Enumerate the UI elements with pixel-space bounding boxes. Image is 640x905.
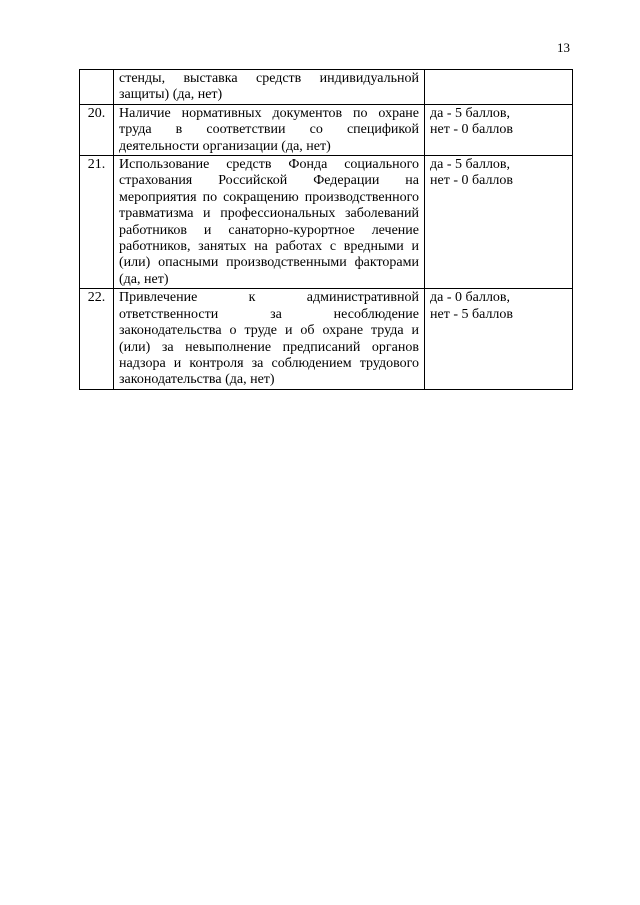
score-cell: [425, 104, 573, 155]
score-yes-text: да - 0 баллов,: [430, 290, 511, 306]
score-yes-text: да - 5 баллов,: [430, 105, 511, 121]
page-number: 13: [557, 40, 570, 55]
score-cell: [425, 289, 573, 389]
table-row: [80, 156, 573, 289]
row-number-cell: [80, 70, 114, 105]
criterion-text-cell: Привлечение к административной ответственности за несоблюдение законодательства о труде и об охране труда и (или) за невыполнение предписаний органов надзора и контроля за соблюдением трудового законодательства (да, нет): [114, 289, 425, 389]
row-number-cell: 21.: [80, 156, 114, 289]
score-no-text: нет - 0 баллов: [430, 173, 514, 189]
score-yes-text: да - 5 баллов,: [430, 157, 511, 173]
criterion-text-cell: стенды, выставка средств индивидуальной защиты) (да, нет): [114, 70, 425, 105]
criteria-table: [79, 69, 573, 390]
score-no-text: нет - 5 баллов: [430, 306, 514, 322]
score-cell: [425, 70, 573, 105]
row-number-cell: 20.: [80, 104, 114, 155]
table-row: [80, 70, 573, 105]
score-cell: [425, 156, 573, 289]
criterion-text-cell: Использование средств Фонда социального страхования Российской Федерации на мероприятия по сокращению производственного травматизма и профессиональных заболеваний работников и санаторно-курортное лечение работников, занятых на работах с вредными и (или) опасными производственными факторами (да, нет): [114, 156, 425, 289]
row-number-cell: 22.: [80, 289, 114, 389]
table-row: [80, 104, 573, 155]
score-no-text: нет - 0 баллов: [430, 122, 514, 138]
table-row: [80, 289, 573, 389]
criterion-text-cell: Наличие нормативных документов по охране труда в соответствии со спецификой деятельности организации (да, нет): [114, 104, 425, 155]
